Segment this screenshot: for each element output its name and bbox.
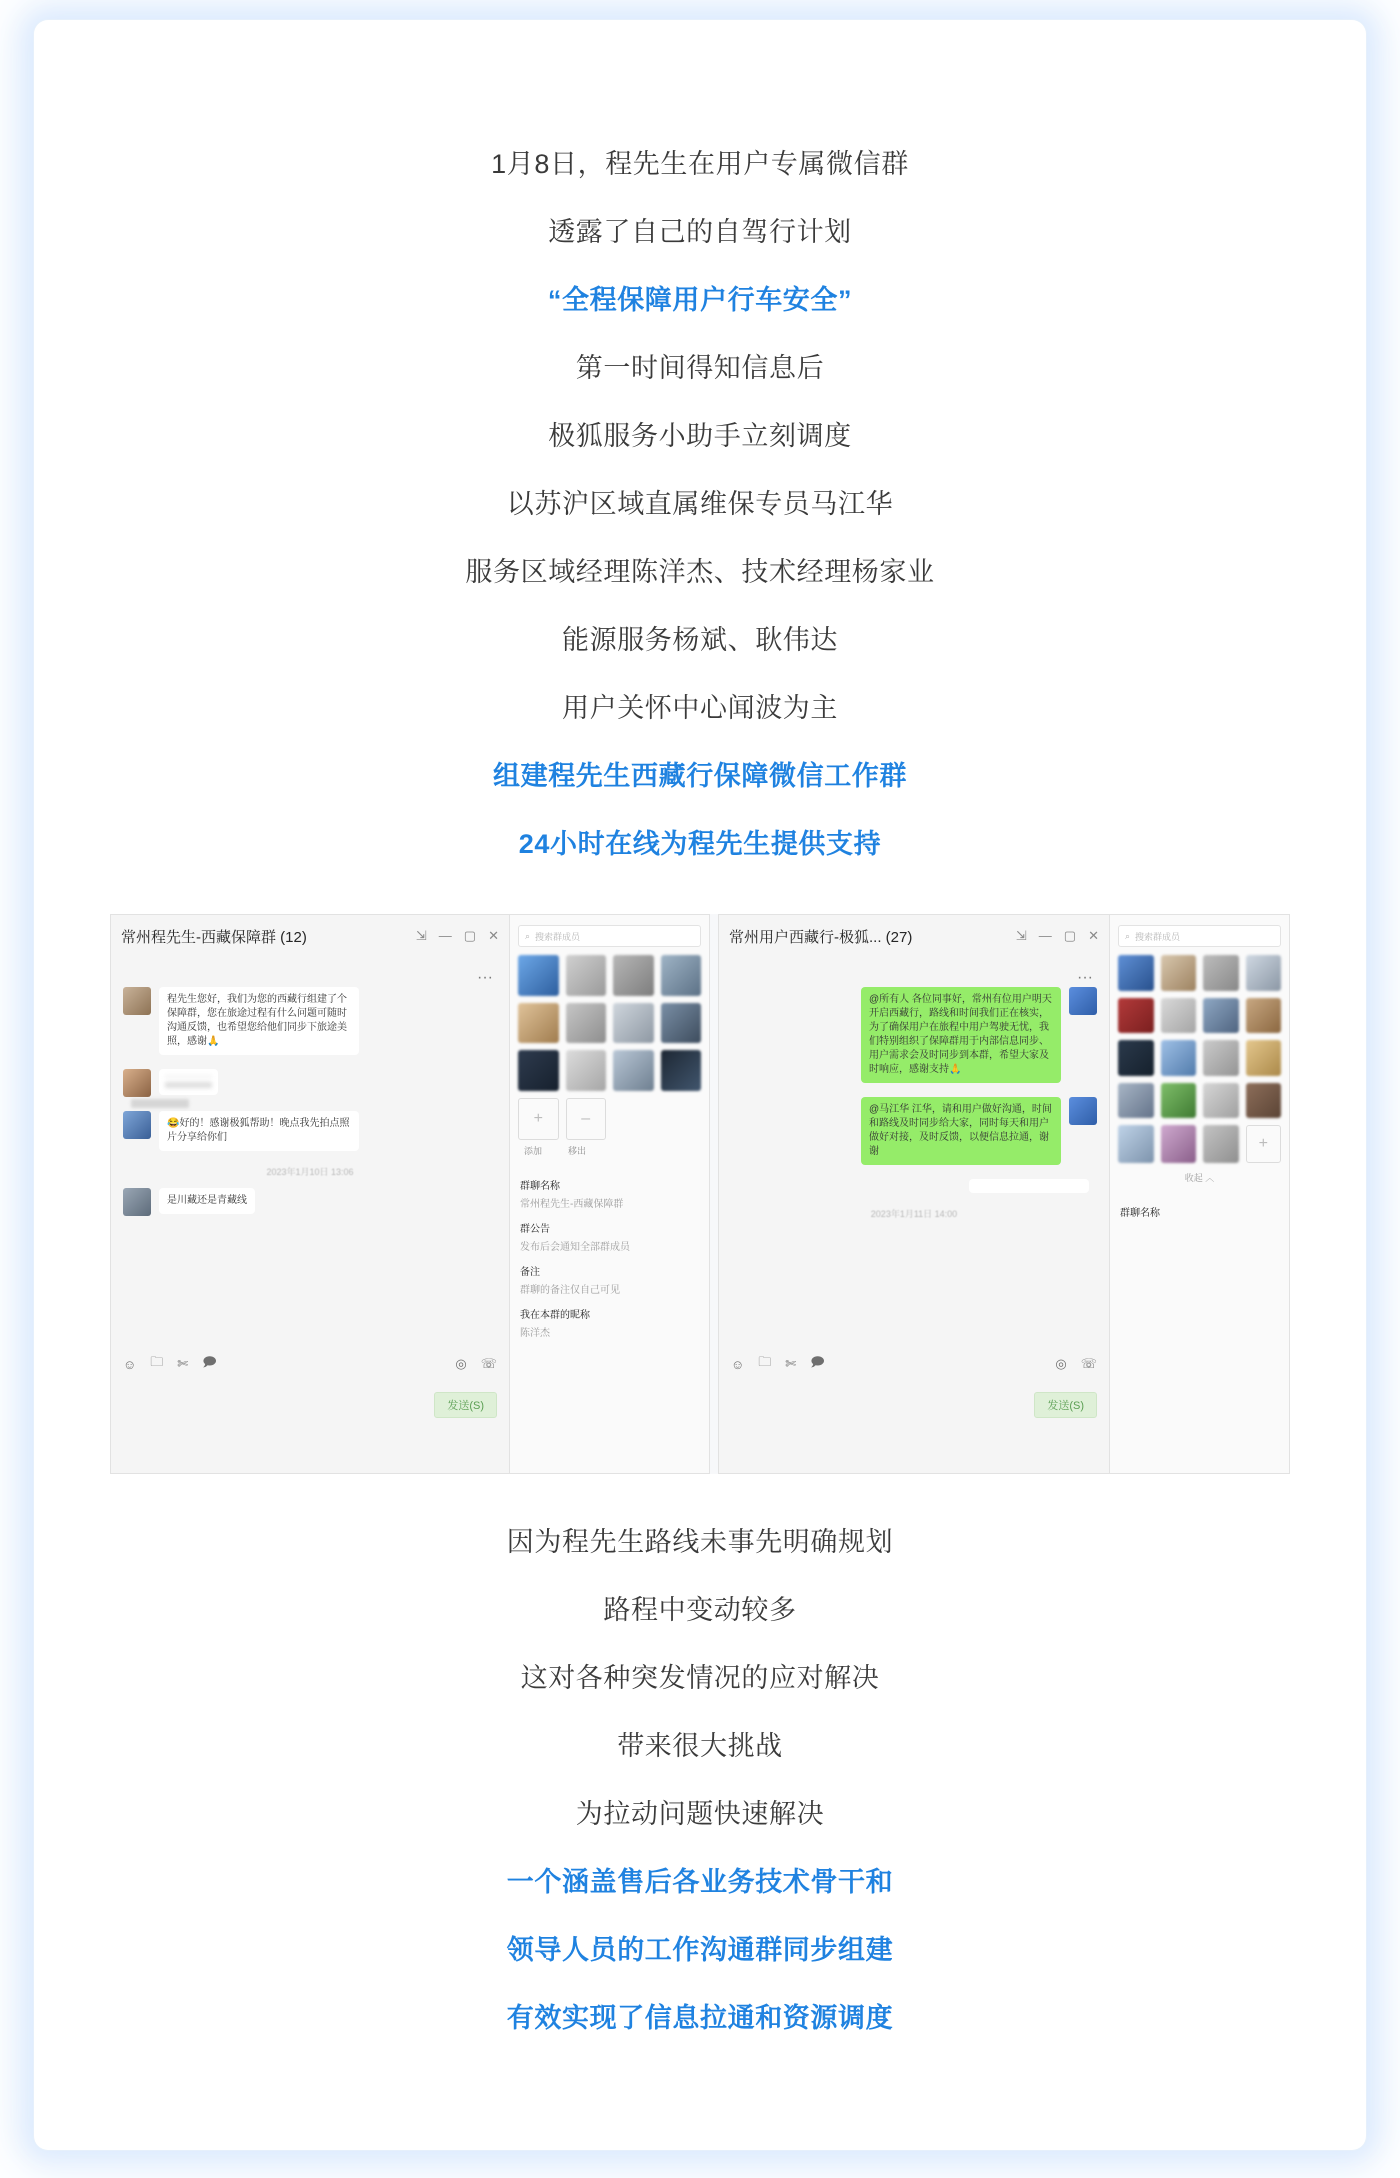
member-panel-right	[1110, 914, 1290, 1474]
member-avatar[interactable]	[1161, 1125, 1197, 1163]
my-nickname-value[interactable]: 陈洋杰	[520, 1328, 550, 1339]
member-avatar[interactable]	[1246, 1083, 1282, 1119]
window-controls-left	[416, 928, 499, 944]
message-bubble: @所有人 各位同事好，常州有位用户明天开启西藏行，路线和时间我们正在核实，为了确保用户在旅程中用户驾驶无忧，我们特别组织了保障群用于内部信息同步、用户需求会及时同步到本群，希望大家及时响应，感谢支持🙏	[861, 987, 1061, 1083]
article-line: 因为程先生路线未事先明确规划	[506, 1527, 894, 1557]
chat-message	[731, 1097, 1097, 1165]
member-avatar[interactable]	[1161, 1040, 1197, 1076]
chat-message-list-right[interactable]	[719, 957, 1109, 1427]
message-bubble-blurred	[969, 1179, 1089, 1193]
member-avatar[interactable]	[518, 955, 559, 996]
article-line: 这对各种突发情况的应对解决	[520, 1663, 880, 1693]
article-line-highlight: 领导人员的工作沟通群同步组建	[506, 1935, 894, 1965]
article-line: 带来很大挑战	[617, 1731, 783, 1761]
emoji-icon[interactable]: ☺	[123, 1356, 137, 1372]
chat-more-icon-left[interactable]: ···	[477, 969, 493, 986]
chat-window-left	[110, 914, 510, 1474]
send-button[interactable]: 发送(S)	[1034, 1392, 1097, 1418]
group-settings-right	[1110, 1184, 1289, 1219]
article-line: 1月8日，程先生在用户专属微信群	[491, 149, 909, 179]
search-icon: ⌕	[525, 930, 531, 941]
screenshot-icon[interactable]: ◎	[1055, 1356, 1067, 1371]
message-bubble: 程先生您好，我们为您的西藏行组建了个保障群，您在旅途过程有什么问题可随时沟通反馈，也希望您给他们同步下旅途美照，感谢🙏	[159, 987, 359, 1055]
member-avatar[interactable]	[661, 1050, 702, 1091]
member-avatar[interactable]	[1118, 998, 1154, 1034]
chat-message	[731, 987, 1097, 1083]
chat-history-icon[interactable]: 🗩	[810, 1354, 825, 1369]
group-remark-label: 备注	[520, 1267, 540, 1278]
member-actions-left	[510, 1140, 709, 1157]
chat-send-row-left	[111, 1383, 509, 1427]
minimize-icon[interactable]: —	[438, 928, 452, 943]
pin-icon[interactable]: ⇲	[1015, 928, 1027, 943]
avatar	[1069, 987, 1097, 1015]
member-avatar[interactable]	[1203, 998, 1239, 1034]
article-line: 路程中变动较多	[603, 1595, 797, 1625]
group-announcement-value[interactable]: 发布后会通知全部群成员	[520, 1242, 630, 1253]
chat-title-right: 常州用户西藏行-极狐... (27)	[729, 928, 913, 946]
remove-member-label: 移出	[568, 1146, 587, 1156]
chat-message	[731, 1179, 1097, 1193]
group-name-label: 群聊名称	[1120, 1207, 1160, 1219]
video-call-icon[interactable]: ☏	[1080, 1356, 1097, 1371]
group-announcement-label: 群公告	[520, 1224, 550, 1235]
member-search-placeholder: 搜索群成员	[1135, 931, 1181, 942]
article-line: 用户关怀中心闻波为主	[562, 693, 838, 723]
chat-more-icon-right[interactable]: ···	[1077, 969, 1093, 986]
member-avatar[interactable]	[613, 1003, 654, 1044]
close-icon[interactable]: ✕	[488, 928, 499, 943]
add-member-label: 添加	[524, 1146, 543, 1156]
close-icon[interactable]: ✕	[1088, 928, 1099, 943]
chat-message	[123, 987, 497, 1055]
maximize-icon[interactable]: ▢	[463, 928, 477, 943]
member-avatar[interactable]	[518, 1003, 559, 1044]
message-bubble: 是川藏还是青藏线	[159, 1188, 255, 1214]
member-avatar-grid-left	[510, 955, 709, 1140]
avatar	[123, 1069, 151, 1097]
member-avatar[interactable]	[1246, 998, 1282, 1034]
group-remark-value[interactable]: 群聊的备注仅自己可见	[520, 1285, 620, 1296]
chat-window-left-titlebar	[111, 915, 509, 957]
article-line-highlight: 一个涵盖售后各业务技术骨干和	[506, 1867, 894, 1897]
sender-name-blurred	[131, 1099, 189, 1108]
member-avatar[interactable]	[1203, 1040, 1239, 1076]
article-line: 以苏沪区域直属维保专员马江华	[506, 489, 894, 519]
member-avatar[interactable]	[1161, 955, 1197, 991]
avatar	[123, 1188, 151, 1216]
member-avatar[interactable]	[661, 955, 702, 996]
member-avatar[interactable]	[566, 1003, 607, 1044]
chat-history-icon[interactable]: 🗩	[202, 1354, 217, 1369]
member-avatar[interactable]	[1246, 1040, 1282, 1076]
article-lines-bottom	[94, 1508, 1306, 2052]
message-bubble-blurred	[159, 1069, 218, 1095]
message-bubble: @马江华 江华，请和用户做好沟通，时间和路线及时同步给大家，同时每天和用户做好对接，及时反馈，以便信息拉通，谢谢	[861, 1097, 1061, 1165]
member-avatar[interactable]	[518, 1050, 559, 1091]
member-avatar[interactable]	[1161, 1083, 1197, 1119]
chat-title-left: 常州程先生-西藏保障群 (12)	[121, 928, 307, 946]
avatar	[123, 1111, 151, 1139]
chat-toolbar-left	[111, 1349, 509, 1379]
member-panel-left	[510, 914, 710, 1474]
send-button[interactable]: 发送(S)	[434, 1392, 497, 1418]
video-call-icon[interactable]: ☏	[480, 1356, 497, 1371]
message-timestamp: 2023年1月11日 14:00	[870, 1209, 958, 1219]
member-avatar[interactable]	[1246, 955, 1282, 991]
article-line: 第一时间得知信息后	[575, 353, 825, 383]
member-avatar[interactable]	[1203, 955, 1239, 991]
article-line-highlight: “全程保障用户行车安全”	[547, 285, 853, 315]
remove-member-button[interactable]	[566, 1098, 607, 1141]
member-avatar[interactable]	[1118, 955, 1154, 991]
avatar	[123, 987, 151, 1015]
member-avatar[interactable]	[613, 955, 654, 996]
member-avatar[interactable]	[1118, 1040, 1154, 1076]
collapse-members-button[interactable]: 收起 ︿	[1184, 1172, 1215, 1183]
group-settings-left	[510, 1157, 709, 1339]
member-avatar[interactable]	[613, 1050, 654, 1091]
article-line: 服务区域经理陈洋杰、技术经理杨家业	[465, 557, 935, 587]
article-line: 能源服务杨斌、耿伟达	[562, 625, 838, 655]
member-avatar[interactable]	[1118, 1125, 1154, 1163]
scissors-icon[interactable]: ✄	[177, 1356, 189, 1371]
member-avatar[interactable]	[1203, 1125, 1239, 1163]
chat-message	[123, 1111, 497, 1151]
wechat-screenshot-image	[110, 914, 1290, 1474]
chat-send-row-right	[719, 1383, 1109, 1427]
window-controls-right	[1016, 928, 1099, 944]
member-search-input-right[interactable]	[1118, 925, 1281, 947]
pin-icon[interactable]: ⇲	[415, 928, 427, 943]
my-nickname-label: 我在本群的昵称	[520, 1310, 590, 1321]
add-member-button[interactable]	[518, 1098, 559, 1141]
screenshot-icon[interactable]: ◎	[455, 1356, 467, 1371]
article-lines-top	[94, 130, 1306, 878]
scissors-icon[interactable]: ✄	[785, 1356, 797, 1371]
member-avatar[interactable]	[661, 1003, 702, 1044]
article-line: 为拉动问题快速解决	[575, 1799, 825, 1829]
chat-message-list-left[interactable]	[111, 957, 509, 1427]
group-name-label: 群聊名称	[520, 1181, 560, 1192]
member-avatar-grid-right	[1110, 955, 1289, 1163]
article-line-highlight: 24小时在线为程先生提供支持	[518, 829, 882, 859]
article-line: 极狐服务小助手立刻调度	[548, 421, 852, 451]
chat-window-right-titlebar	[719, 915, 1109, 957]
group-name-value[interactable]: 常州程先生-西藏保障群	[520, 1199, 624, 1210]
search-icon: ⌕	[1125, 930, 1131, 941]
chat-window-right	[718, 914, 1110, 1474]
member-avatar[interactable]	[1118, 1083, 1154, 1119]
folder-icon[interactable]: 🗀	[758, 1354, 772, 1369]
member-avatar[interactable]	[1161, 998, 1197, 1034]
emoji-icon[interactable]: ☺	[731, 1356, 745, 1372]
article-content	[34, 40, 1366, 2132]
add-member-button[interactable]	[1246, 1125, 1282, 1163]
article-line-highlight: 组建程先生西藏行保障微信工作群	[493, 761, 907, 791]
chat-message	[123, 1188, 497, 1216]
member-avatar[interactable]	[566, 955, 607, 996]
chat-message	[123, 1069, 497, 1108]
member-search-input-left[interactable]	[518, 925, 701, 947]
message-timestamp: 2023年1月10日 13:06	[266, 1167, 354, 1177]
article-line-highlight: 有效实现了信息拉通和资源调度	[506, 2003, 894, 2033]
member-search-placeholder: 搜索群成员	[535, 931, 581, 942]
article-line: 透露了自己的自驾行计划	[548, 217, 852, 247]
folder-icon[interactable]: 🗀	[150, 1354, 164, 1369]
maximize-icon[interactable]: ▢	[1063, 928, 1077, 943]
member-avatar[interactable]	[566, 1050, 607, 1091]
avatar	[1069, 1097, 1097, 1125]
chat-toolbar-right	[719, 1349, 1109, 1379]
message-bubble: 😂好的！感谢极狐帮助！晚点我先拍点照片分享给你们	[159, 1111, 359, 1151]
member-avatar[interactable]	[1203, 1083, 1239, 1119]
minimize-icon[interactable]: —	[1038, 928, 1052, 943]
